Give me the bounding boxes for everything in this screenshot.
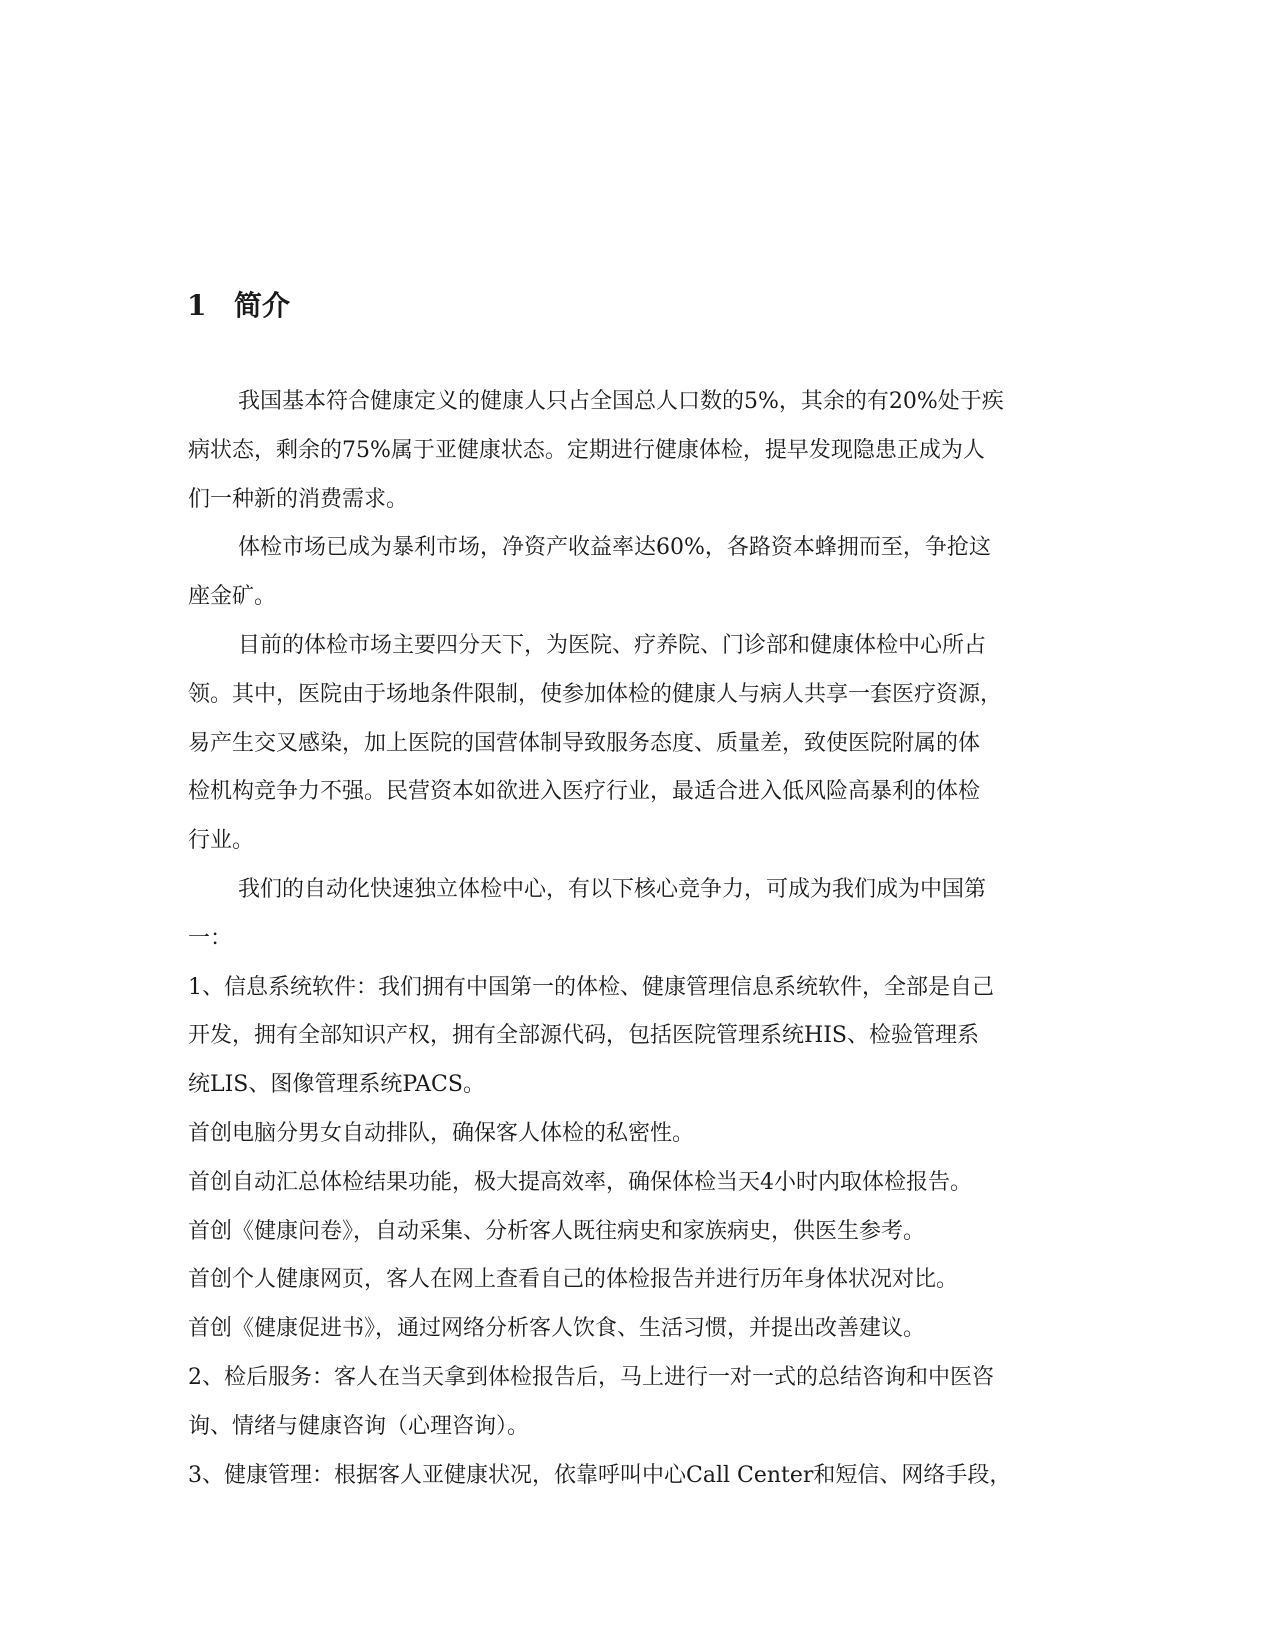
text-line: 领。其中，医院由于场地条件限制，使参加体检的健康人与病人共享一套医疗资源， — [188, 681, 1003, 707]
text-line: 检机构竞争力不强。民营资本如欲进入医疗行业，最适合进入低风险高暴利的体检 — [188, 779, 981, 805]
text-line: 易产生交叉感染，加上医院的国营体制导致服务态度、质量差，致使医院附属的体 — [188, 730, 981, 756]
text-line: 首创个人健康网页，客人在网上查看自己的体检报告并进行历年身体状况对比。 — [188, 1267, 959, 1293]
text-line: 首创《健康促进书》，通过网络分析客人饮食、生活习惯，并提出改善建议。 — [188, 1316, 926, 1342]
text-line: 首创《健康问卷》，自动采集、分析客人既往病史和家族病史，供医生参考。 — [188, 1218, 926, 1244]
text-line: 座金矿。 — [188, 584, 277, 610]
text-line: 行业。 — [188, 828, 255, 854]
text-line: 病状态，剩余的75%属于亚健康状态。定期进行健康体检，提早发现隐患正成为人 — [188, 437, 985, 463]
text-line: 3、健康管理：根据客人亚健康状况，依靠呼叫中心Call Center和短信、网络手段， — [188, 1462, 1012, 1488]
text-line: 开发，拥有全部知识产权，拥有全部源代码，包括医院管理系统HIS、检验管理系 — [188, 1023, 979, 1049]
text-line: 2、检后服务：客人在当天拿到体检报告后，马上进行一对一式的总结咨询和中医咨 — [188, 1364, 994, 1390]
text-line: 目前的体检市场主要四分天下，为医院、疗养院、门诊部和健康体检中心所占 — [238, 632, 987, 658]
text-line: 们一种新的消费需求。 — [188, 486, 409, 512]
text-line: 询、情绪与健康咨询（心理咨询）。 — [188, 1413, 530, 1439]
text-line: 1、信息系统软件：我们拥有中国第一的体检、健康管理信息系统软件，全部是自己 — [188, 974, 994, 1000]
text-line: 首创电脑分男女自动排队，确保客人体检的私密性。 — [188, 1120, 695, 1146]
body-text — [188, 378, 1086, 1500]
text-line: 我国基本符合健康定义的健康人只占全国总人口数的5%，其余的有20%处于疾 — [238, 389, 1004, 414]
text-line: 我们的自动化快速独立体检中心，有以下核心竞争力，可成为我们成为中国第 — [238, 876, 987, 902]
section-title: 简介 — [234, 289, 291, 322]
text-line: 统LIS、图像管理系统PACS。 — [188, 1072, 485, 1098]
text-line: 一： — [188, 925, 233, 951]
text-line: 体检市场已成为暴利市场，净资产收益率达60%，各路资本蜂拥而至，争抢这 — [238, 535, 991, 561]
section-heading — [187, 286, 290, 326]
section-number: 1 — [187, 289, 207, 322]
text-line: 首创自动汇总体检结果功能，极大提高效率，确保体检当天4小时内取体检报告。 — [188, 1169, 972, 1195]
